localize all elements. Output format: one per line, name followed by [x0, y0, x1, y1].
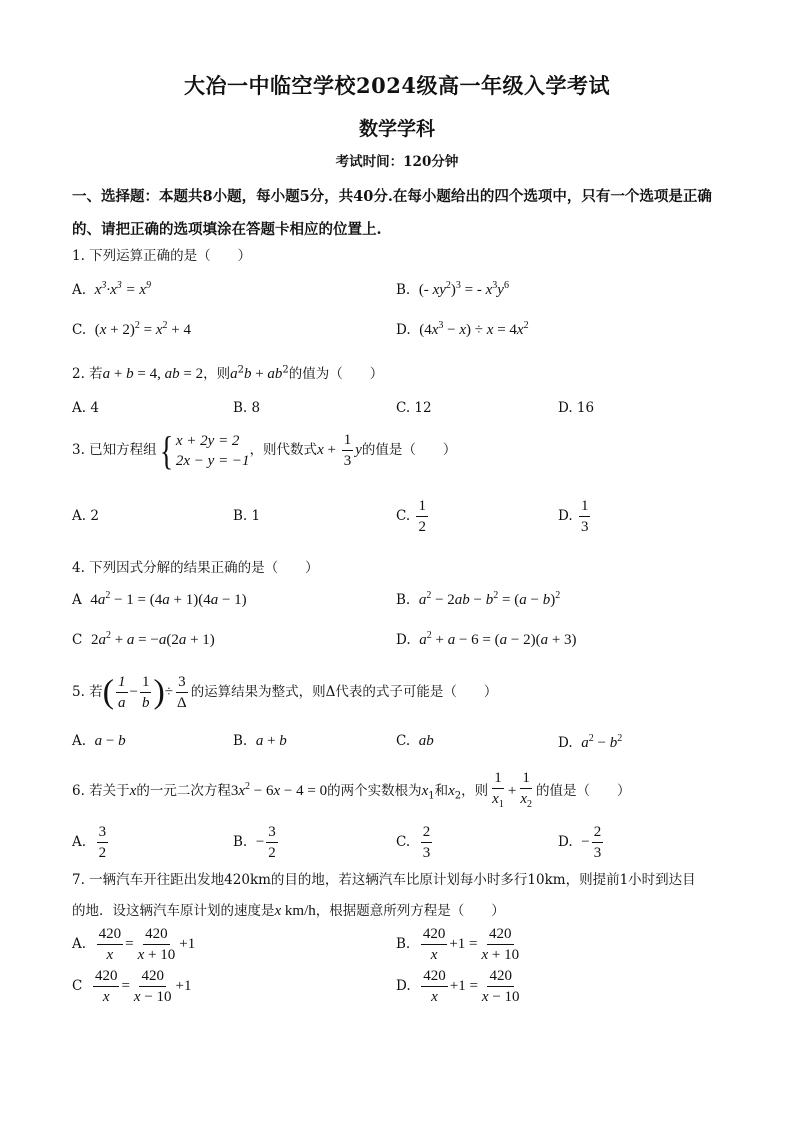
exam-subject: 数学学科 [358, 118, 435, 140]
question-2-option-c: C. 12 [396, 400, 432, 416]
question-3-option-a: A. 2 [72, 508, 99, 524]
question-4-stem: 4. 下列因式分解的结果正确的是（ ） [72, 560, 319, 576]
question-7-line-1: 7. 一辆汽车开往距出发地420km的目的地，若这辆汽车比原计划每小时多行10km，则提前1小时到达目 [72, 872, 696, 888]
question-4-option-b: B. $a^2 - 2ab - b^2 = (a - b)^2$ [396, 590, 561, 608]
question-6-option-b: B. − $\frac{3}{2}$ [233, 824, 276, 861]
question-6-option-d: D. − $\frac{2}{3}$ [558, 824, 602, 861]
question-5-option-a: A. a − b [72, 733, 126, 749]
question-2-option-d: D. 16 [558, 400, 595, 416]
question-5-option-b: B. a + b [233, 733, 287, 749]
question-2-option-b: B. 8 [233, 400, 261, 416]
question-6-stem: 6. 若关于x的一元二次方程$3x^2 - 6x - 4 = 0$的两个实数根为$x_1$和$x_2$，则 $\frac{1}{x_1}$ + $\frac{1}{x_2}$ 的值是（ ） [72, 770, 631, 810]
question-6-option-c: C. $\frac{2}{3}$ [396, 824, 431, 861]
question-1-option-a: A. $x^3\cdot x^3 = x^9$ [72, 280, 152, 298]
question-5-option-d: D. $a^2 - b^2$ [558, 733, 623, 751]
question-7-option-a: A. $\frac{420}{x}$ = $\frac{420}{x + 10}$ +1 [72, 926, 196, 963]
question-7-option-b: B. $\frac{420}{x}$ +1 = $\frac{420}{x + 10}$ [396, 926, 520, 963]
question-5-option-c: C. ab [396, 733, 434, 749]
question-4-option-c: C $2a^2 + a = -a(2a + 1)$ [72, 630, 215, 648]
section-heading: 一、选择题：本题共8小题，每小题5分，共40分.在每小题给出的四个选项中，只有一个选项是正确的、请把正确的选项填涂在答题卡相应的位置上. [72, 188, 712, 238]
question-6-option-a: A. $\frac{3}{2}$ [72, 824, 107, 861]
exam-time: 考试时间：120分钟 [335, 154, 459, 170]
question-7-line-2: 的地．设这辆汽车原计划的速度是x km/h，根据题意所列方程是（ ） [72, 903, 505, 919]
question-1-option-d: D. $(4x^3 - x) \div x = 4x^2$ [396, 320, 529, 338]
question-1-option-b: B. (- $xy^2)^3$ = - $x^3y^6$ [396, 280, 509, 298]
question-2-stem: 2. 若a + b = 4, ab = 2，则$a^2b + ab^2$的值为（ ） [72, 364, 384, 382]
question-5-stem: 5. 若( $\frac{1}{a}$ − $\frac{1}{b}$ )÷ $\frac{3}{\Delta}$ 的运算结果为整式，则Δ代表的式子可能是（ ） [72, 673, 498, 711]
question-1-stem: 1. 下列运算正确的是（ ） [72, 248, 252, 264]
question-3-stem: 3. 已知方程组 { x + 2y = 2 2x − y = −1 ，则代数式x + $\frac{1}{3}$ y的值是（ ） [72, 427, 457, 473]
question-2-option-a: A. 4 [72, 400, 99, 416]
question-4-option-a: A $4a^2 - 1 = (4a + 1)(4a - 1)$ [72, 590, 247, 608]
question-3-option-d: D. $\frac{1}{3}$ [558, 498, 589, 535]
exam-title: 大冶一中临空学校2024级高一年级入学考试 [184, 73, 610, 98]
question-3-option-c: C. $\frac{1}{2}$ [396, 498, 426, 535]
question-7-option-d: D. $\frac{420}{x}$ +1 = $\frac{420}{x - 10}$ [396, 968, 520, 1005]
question-7-option-c: C $\frac{420}{x}$ = $\frac{420}{x - 10}$ +1 [72, 968, 192, 1005]
question-1-option-c: C. $(x + 2)^2 = x^2 + 4$ [72, 320, 191, 338]
question-4-option-d: D. $a^2 + a - 6 = (a - 2)(a + 3)$ [396, 630, 577, 648]
question-3-option-b: B. 1 [233, 508, 261, 524]
